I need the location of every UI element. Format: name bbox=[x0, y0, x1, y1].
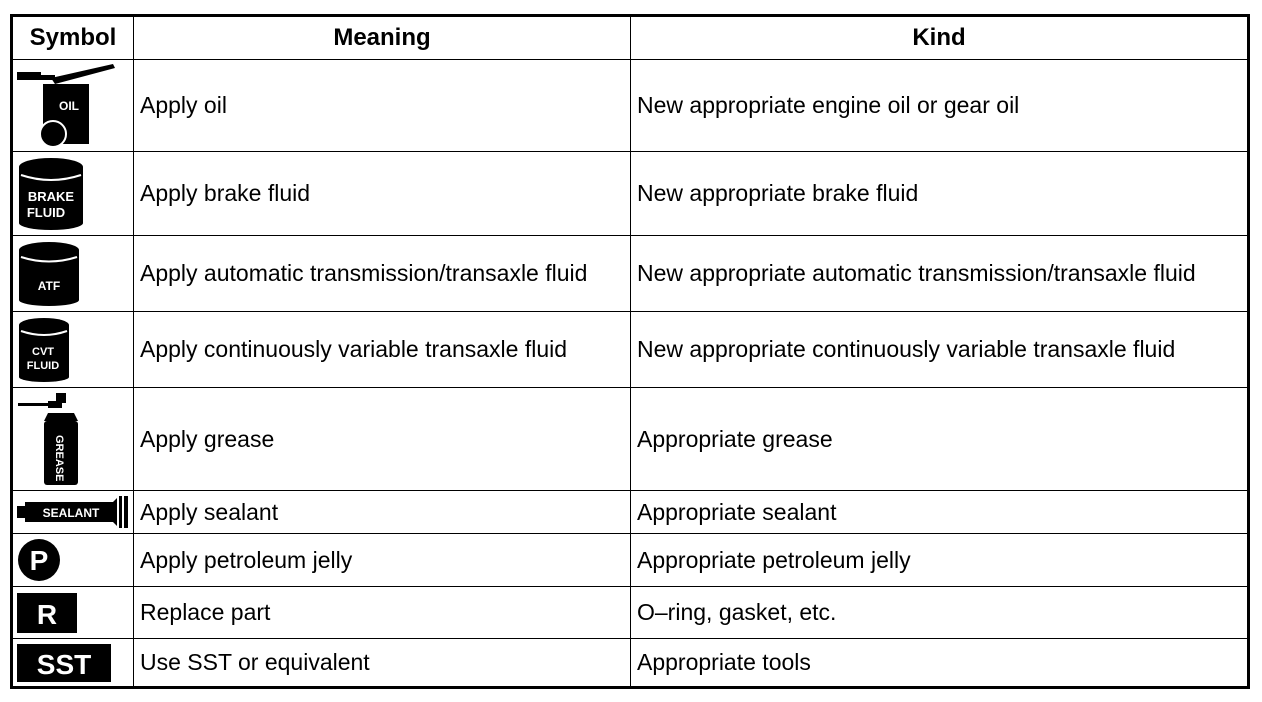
kind-cell: Appropriate petroleum jelly bbox=[637, 546, 911, 573]
svg-text:OIL: OIL bbox=[59, 98, 79, 113]
meaning-cell: Apply petroleum jelly bbox=[134, 534, 631, 586]
table-row bbox=[13, 152, 1247, 236]
svg-text:SEALANT: SEALANT bbox=[42, 506, 100, 520]
oil-can-icon bbox=[17, 64, 115, 148]
symbol-cell bbox=[13, 639, 134, 686]
table-row bbox=[13, 491, 1247, 534]
meaning-cell: Apply automatic transmission/transaxle fluid bbox=[134, 236, 631, 311]
sst-icon bbox=[17, 644, 111, 682]
meaning-cell: Use SST or equivalent bbox=[134, 639, 631, 686]
replace-part-icon bbox=[17, 593, 77, 633]
meaning-cell: Apply grease bbox=[134, 388, 631, 490]
sealant-tube-icon bbox=[17, 496, 129, 528]
brake-fluid-can-icon bbox=[18, 157, 84, 231]
meaning-cell: Apply continuously variable transaxle fluid bbox=[134, 312, 631, 387]
kind-cell: New appropriate automatic transmission/transaxle fluid bbox=[637, 260, 1196, 286]
svg-text:FLUID: FLUID bbox=[26, 359, 60, 372]
kind-cell: New appropriate engine oil or gear oil bbox=[637, 92, 1020, 118]
svg-text:BRAKE: BRAKE bbox=[27, 188, 75, 204]
svg-text:R: R bbox=[36, 598, 58, 630]
symbol-cell bbox=[13, 312, 134, 387]
table-header-row bbox=[13, 17, 1247, 60]
meaning-cell: Apply sealant bbox=[134, 491, 631, 533]
symbol-cell bbox=[13, 587, 134, 638]
meaning-cell: Apply brake fluid bbox=[134, 152, 631, 235]
symbol-cell bbox=[13, 491, 134, 533]
header-symbol: Symbol bbox=[13, 17, 134, 59]
header-kind: Kind bbox=[912, 24, 966, 51]
symbol-cell bbox=[13, 236, 134, 311]
symbol-cell bbox=[13, 152, 134, 235]
table-row bbox=[13, 534, 1247, 587]
petroleum-jelly-icon bbox=[17, 538, 61, 582]
table-row bbox=[13, 388, 1247, 491]
svg-text:P: P bbox=[29, 545, 49, 576]
table-row bbox=[13, 236, 1247, 312]
kind-cell: New appropriate brake fluid bbox=[637, 180, 919, 206]
table-row bbox=[13, 60, 1247, 152]
kind-cell: Appropriate grease bbox=[637, 425, 833, 452]
kind-cell: O–ring, gasket, etc. bbox=[637, 599, 837, 625]
table-row bbox=[13, 639, 1247, 686]
atf-can-icon bbox=[18, 241, 80, 307]
kind-cell: New appropriate continuously variable transaxle fluid bbox=[637, 336, 1176, 362]
symbol-cell bbox=[13, 534, 134, 586]
meaning-cell: Apply oil bbox=[134, 60, 631, 151]
cvt-fluid-can-icon bbox=[18, 317, 70, 383]
svg-text:ATF: ATF bbox=[37, 278, 61, 293]
symbol-table bbox=[10, 14, 1250, 689]
kind-cell: Appropriate sealant bbox=[637, 498, 837, 525]
grease-gun-icon bbox=[18, 391, 88, 487]
kind-cell: Appropriate tools bbox=[637, 649, 811, 675]
svg-text:CVT: CVT bbox=[32, 345, 54, 358]
symbol-cell bbox=[13, 388, 134, 490]
header-meaning: Meaning bbox=[134, 17, 631, 59]
svg-text:GREASE: GREASE bbox=[53, 435, 65, 482]
svg-text:SST: SST bbox=[36, 648, 92, 680]
table-row bbox=[13, 587, 1247, 639]
symbol-cell bbox=[13, 60, 134, 151]
svg-text:FLUID: FLUID bbox=[26, 204, 66, 220]
meaning-cell: Replace part bbox=[134, 587, 631, 638]
table-row bbox=[13, 312, 1247, 388]
